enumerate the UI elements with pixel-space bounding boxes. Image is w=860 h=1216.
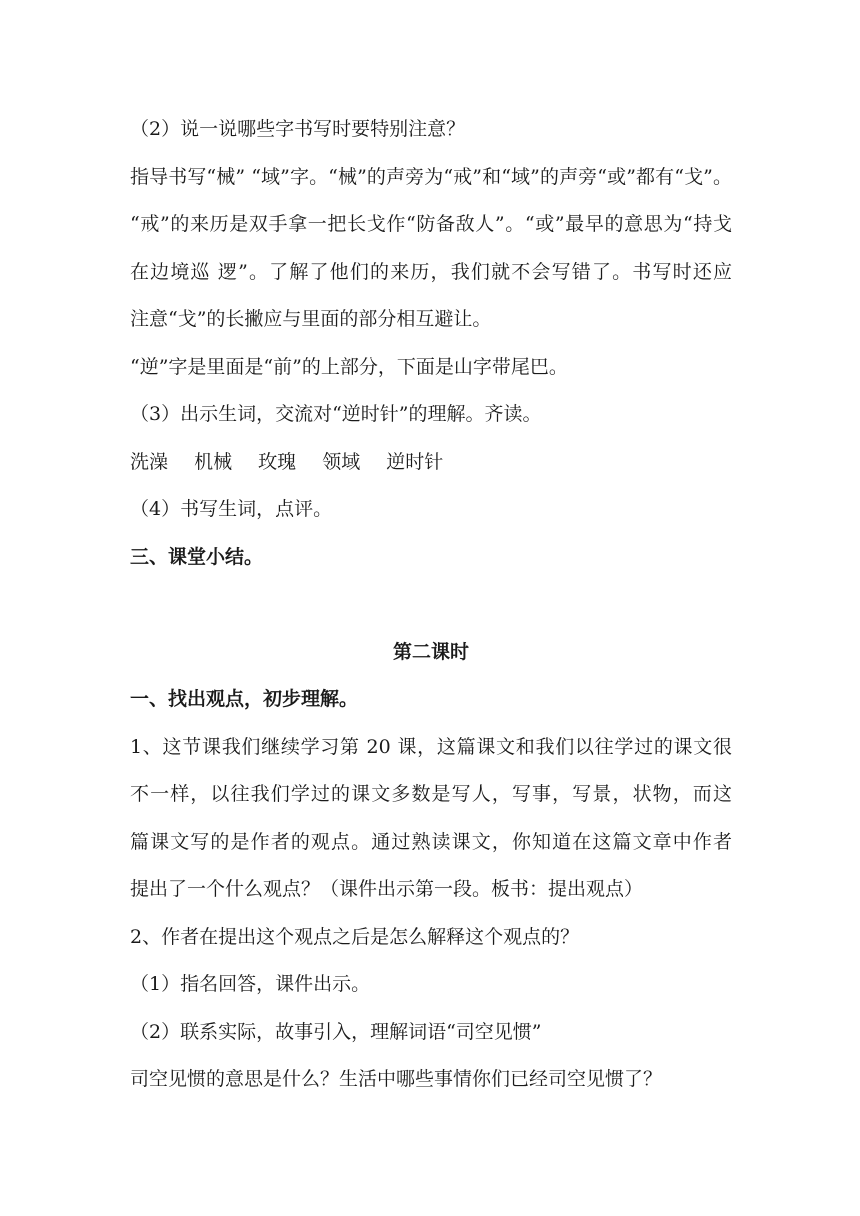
blank-line [130,581,732,629]
paragraph: 指导书写“械” “域”字。“械”的声旁为“戒”和“域”的声旁“或”都有“戈”。 [130,165,732,188]
section-heading: 三、课堂小结。 [130,545,264,568]
paragraph: （2）说一说哪些字书写时要特别注意？ [130,118,466,140]
paragraph: 注意“戈”的长撇应与里面的部分相互避让。 [130,308,492,330]
vocabulary-word: 洗澡 [130,450,169,473]
paragraph: “戒”的来历是双手拿一把长戈作“防备敌人”。“或”最早的意思为“持戈 [130,213,732,235]
paragraph: （2）联系实际，故事引入，理解词语“司空见惯” [130,1020,542,1043]
paragraph: 提出了一个什么观点？（课件出示第一段。板书：提出观点） [130,878,644,900]
vocabulary-word: 逆时针 [386,450,444,473]
vocabulary-word: 领域 [322,450,361,473]
paragraph: 在边境巡 逻”。了解了他们的来历，我们就不会写错了。书写时还应 [130,260,732,283]
vocabulary-word: 玫瑰 [258,450,297,473]
paragraph: （3）出示生词，交流对“逆时针”的理解。齐读。 [130,403,542,425]
paragraph: 1、这节课我们继续学习第 20 课，这篇课文和我们以往学过的课文很 [130,735,732,758]
paragraph: 2、作者在提出这个观点之后是怎么解释这个观点的？ [130,925,580,948]
paragraph: 不一样，以往我们学过的课文多数是写人，写事，写景，状物，而这 [130,783,732,805]
paragraph: 篇课文写的是作者的观点。通过熟读课文，你知道在这篇文章中作者 [130,830,732,853]
paragraph: “逆”字是里面是“前”的上部分，下面是山字带尾巴。 [130,355,568,378]
paragraph: （4）书写生词，点评。 [130,498,333,520]
paragraph: 司空见惯的意思是什么？生活中哪些事情你们已经司空见惯了？ [130,1068,663,1090]
section-heading: 一、找出观点，初步理解。 [130,688,359,710]
vocabulary-word: 机械 [194,450,233,473]
vocabulary-list [130,439,732,487]
paragraph: （1）指名回答，课件出示。 [130,973,371,995]
lesson-title: 第二课时 [392,640,469,663]
document-body [130,106,732,1104]
